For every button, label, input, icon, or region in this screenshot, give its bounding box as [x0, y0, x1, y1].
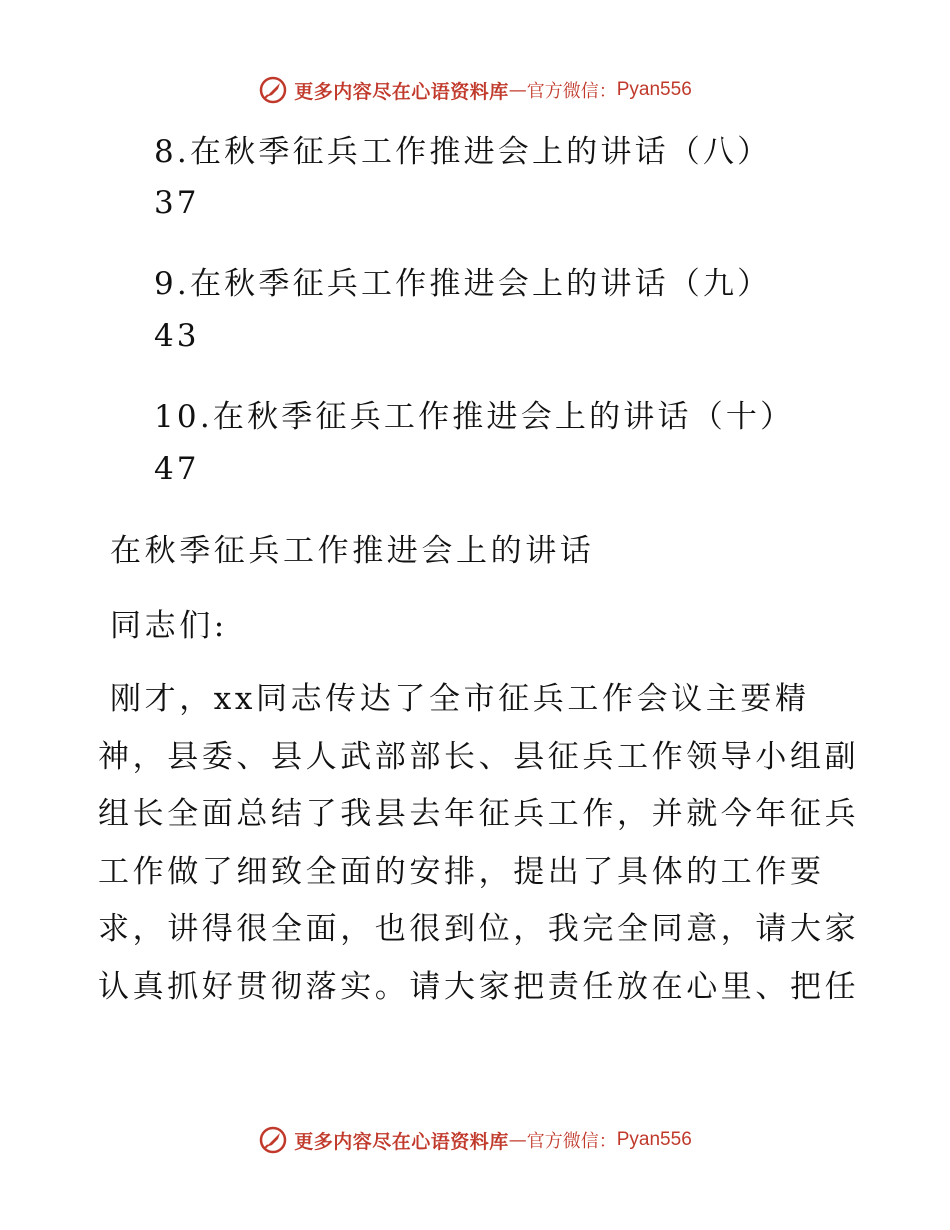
body-line-2: 神，县委、县人武部部长、县征兵工作领导小组副: [98, 739, 860, 775]
body-line-4: 工作做了细致全面的安排，提出了具体的工作要: [98, 854, 825, 890]
watermark-main-text: 更多内容尽在心语资料库: [294, 1130, 509, 1153]
toc-page-10: 47: [154, 451, 200, 487]
watermark-dash: —: [508, 79, 527, 101]
body-line-5: 求，讲得很全面，也很到位，我完全同意，请大家: [98, 911, 860, 947]
watermark-wechat-id: Pyan556: [616, 79, 692, 100]
watermark-banner-top: [0, 70, 950, 110]
toc-entry-8: 8.在秋季征兵工作推进会上的讲话（八）: [154, 134, 772, 170]
watermark-sub-text: 官方微信：: [526, 1131, 617, 1152]
body-line-6: 认真抓好贯彻落实。请大家把责任放在心里、把任: [98, 969, 860, 1005]
watermark-dash: —: [508, 1129, 527, 1151]
doc-title: 在秋季征兵工作推进会上的讲话: [110, 533, 595, 569]
toc-entry-9: 9.在秋季征兵工作推进会上的讲话（九）: [154, 266, 772, 302]
watermark-main-text: 更多内容尽在心语资料库: [294, 80, 509, 103]
quill-logo-icon: [258, 75, 288, 105]
watermark-wechat-id: Pyan556: [616, 1129, 692, 1150]
body-line-1: 刚才，xx同志传达了全市征兵工作会议主要精: [110, 681, 810, 717]
toc-page-8: 37: [154, 185, 200, 221]
salutation: 同志们:: [110, 608, 228, 644]
quill-logo-icon: [258, 1125, 288, 1155]
watermark-banner-bottom: [0, 1120, 950, 1160]
toc-page-9: 43: [154, 318, 200, 354]
toc-entry-10: 10.在秋季征兵工作推进会上的讲话（十）: [154, 399, 795, 435]
watermark-sub-text: 官方微信：: [526, 81, 617, 102]
body-line-3: 组长全面总结了我县去年征兵工作，并就今年征兵: [98, 796, 860, 832]
